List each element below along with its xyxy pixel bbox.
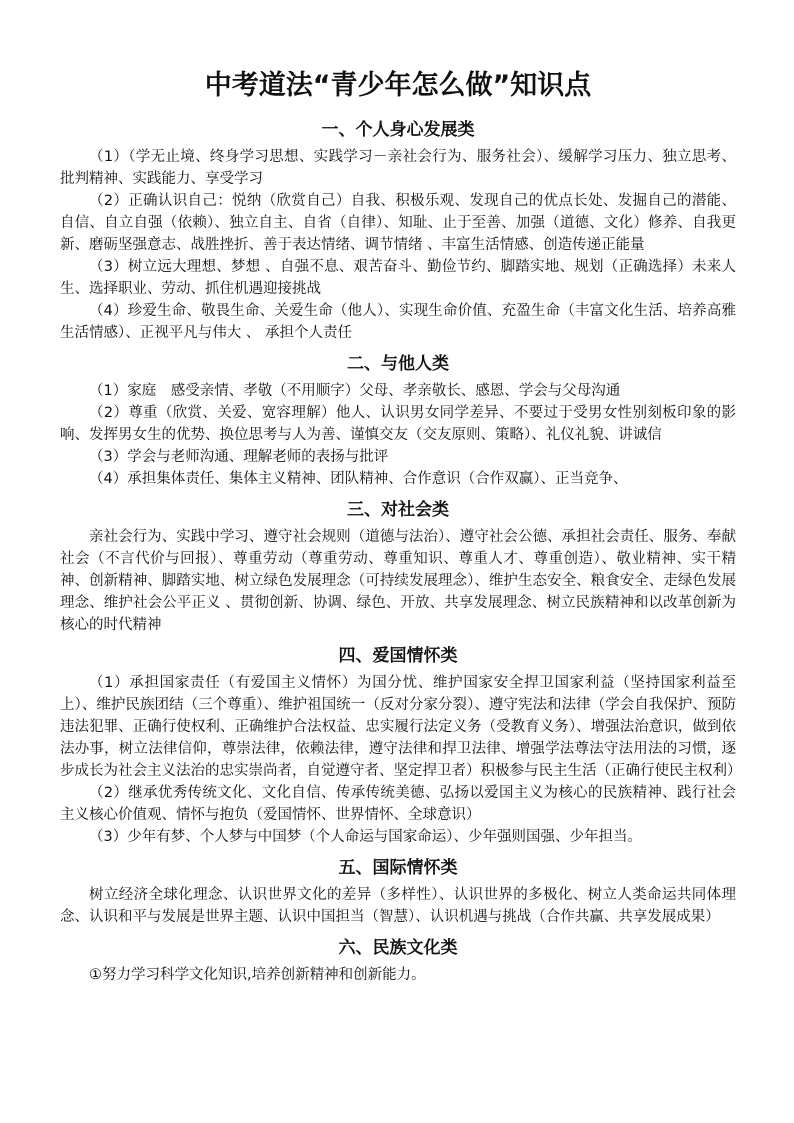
- section-heading: 五、国际情怀类: [338, 858, 458, 878]
- section-patriotism: [60, 642, 742, 848]
- section-personal-development: [60, 116, 736, 344]
- paragraph: （1）承担国家责任（有爱国主义情怀）为国分忧、维护国家安全捍卫国家利益（坚持国家利益至上）、维护民族团结（三个尊重）、维护祖国统一（反对分家分裂）、遵守宪法和法律（学会自我保护、预防违法犯罪、正确行使权利、正确维护合法权益、忠实履行法定义务（受教育义务）、增强法治意识，做到依法办事，树立法律信仰，尊崇法律，依赖法律，遵守法律和捍卫法律、增强学法尊法守法用法的习惯，逐步成长为社会主义法治的忠实崇尚者，自觉遵守者、坚定捍卫者）积极参与民主生活（正确行使民主权利）: [60, 675, 742, 779]
- paragraph: （2）尊重（欣赏、关爱、宽容理解）他人、认识男女同学差异、不要过于受男女性别刻板印象的影响、发挥男女生的优势、换位思考与人为善、谨慎交友（交友原则、策略）、礼仪礼貌、讲诚信: [60, 405, 736, 443]
- section-others: [60, 350, 736, 490]
- paragraph: 树立经济全球化理念、认识世界文化的差异（多样性）、认识世界的多极化、树立人类命运共同体理念、认识和平与发展是世界主题、认识中国担当（智慧）、认识机遇与挑战（合作共赢、共享发展成果）: [60, 887, 736, 925]
- paragraph: （3）少年有梦、个人梦与中国梦（个人命运与国家命运）、少年强则国强、少年担当。: [89, 829, 642, 845]
- page-title: 中考道法“青少年怎么做”知识点: [204, 70, 592, 101]
- section-national-culture: [60, 934, 736, 986]
- section-heading: 一、个人身心发展类: [321, 120, 475, 140]
- paragraph: （1）家庭 感受亲情、孝敬（不用顺字）父母、孝亲敬长、感恩、学会与父母沟通: [89, 383, 621, 399]
- paragraph: （2）继承优秀传统文化、文化自信、传承传统美德、弘扬以爱国主义为核心的民族精神、践行社会主义核心价值观、情怀与抱负（爱国情怀、世界情怀、全球意识）: [60, 785, 736, 823]
- paragraph: （3）树立远大理想、梦想 、自强不息、艰苦奋斗、勤俭节约、脚踏实地、规划（正确选择）未来人生、选择职业、劳动、抓住机遇迎接挑战: [60, 259, 736, 297]
- paragraph: （2）正确认识自己：悦纳（欣赏自己）自我、积极乐观、发现自己的优点长处、发掘自己的潜能、自信、自立自强（依赖）、独立自主、自省（自律）、知耻、止于至善、加强（道德、文化）修养、自我更新、磨砺坚强意志、战胜挫折、善于表达情绪、调节情绪 、丰富生活情感、创造传递正能量: [60, 193, 736, 253]
- section-heading: 二、与他人类: [347, 354, 449, 374]
- paragraph: 亲社会行为、实践中学习、遵守社会规则（道德与法治）、遵守社会公德、承担社会责任、服务、奉献社会（不言代价与回报）、尊重劳动（尊重劳动、尊重知识、尊重人才、尊重创造）、敬业精神、实干精神、创新精神、脚踏实地、树立绿色发展理念（可持续发展理念）、维护生态安全、粮食安全、走绿色发展理念、维护社会公平正义 、贯彻创新、协调、绿色、开放、共享发展理念、树立民族精神和以改革创新为核心的时代精神: [60, 529, 736, 633]
- section-international: [60, 854, 736, 928]
- paragraph: ①努力学习科学文化知识,培养创新精神和创新能力。: [89, 967, 426, 983]
- paragraph: （1）（学无止境、终身学习思想、实践学习－亲社会行为、服务社会）、缓解学习压力、独立思考、批判精神、实践能力、享受学习: [60, 149, 736, 187]
- section-society: [60, 496, 736, 636]
- paragraph: （4）承担集体责任、集体主义精神、团队精神、合作意识（合作双赢）、正当竞争、: [89, 471, 628, 487]
- section-heading: 三、对社会类: [347, 500, 449, 520]
- paragraph: （3）学会与老师沟通、理解老师的表扬与批评: [89, 449, 389, 465]
- section-heading: 四、爱国情怀类: [338, 646, 458, 666]
- paragraph: （4）珍爱生命、敬畏生命、关爱生命（他人）、实现生命价值、充盈生命（丰富文化生活、培养高雅生活情感）、正视平凡与伟大 、 承担个人责任: [60, 303, 736, 341]
- section-heading: 六、民族文化类: [338, 938, 458, 958]
